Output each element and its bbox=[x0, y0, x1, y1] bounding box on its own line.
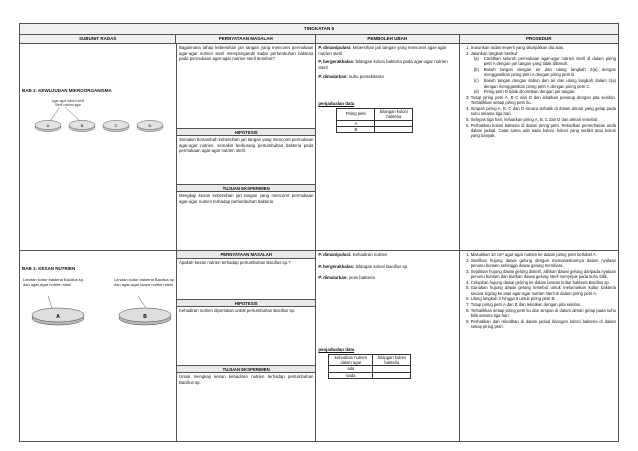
diagram-2-label-left: Larutan kultur bakteria Bacillus sp. dan agar-agar nutrien steril bbox=[23, 277, 85, 287]
substep: (d) Piring petri D tidak dicoretkan dengan jari tangan. bbox=[473, 89, 576, 95]
section-1-variables bbox=[316, 44, 459, 250]
step: 8. Terbalikkan setiap piring petri itu dan simpan di dalam almari gelap pada suhu bilik selama tiga hari. bbox=[471, 308, 616, 319]
petri-dish-b bbox=[69, 120, 95, 131]
petri-dish-a bbox=[35, 120, 61, 131]
section-2-responding: P. bergerakbalas: bilangan koloni Bacillus sp. bbox=[318, 263, 409, 269]
section-2-pernyataan bbox=[177, 251, 316, 441]
section-2-hypothesis: Kehadiran nutrien diperlukan untuk pertumbuhan Bacillus sp. bbox=[179, 308, 296, 313]
section-1-hypothesis: Semakin bertambah kebersihan jari tangan yang mencoret permukaan agar-agar nutrien, semakin berkurang pertumbuhan bakteria pada permukaan agar-agar nutrien steril. bbox=[179, 137, 314, 153]
section-1-responding: P. bergerakbalas: bilangan koloni bakteria pada agar-agar nutrien steril bbox=[318, 59, 448, 70]
section-1-data-table bbox=[336, 108, 413, 134]
diagram-1-label-1: Agar-agar nutrien steril bbox=[51, 98, 85, 103]
step: 1. Masukkan 10 cm³ agar-agar nutrien ke dalam piring petri berlabel A. bbox=[471, 252, 616, 257]
substep: (a) Coretkan seluruh permukaan agar-agar nutrien steril di dalam piring petri A dengan jari tangan yang tidak dibasuh. bbox=[473, 56, 616, 67]
petri-dish-diagram-2 bbox=[20, 272, 177, 336]
plate-2-label-a: A bbox=[56, 313, 60, 320]
step: 7. Tutup piring petri A dan B dan lekatkan dengan pita selofan. bbox=[471, 302, 616, 307]
section-2-tujuan-head: TUJUAN EKSPERIMEN bbox=[177, 365, 315, 373]
table-2-header-1: kehadiran nutrien dalam agar bbox=[329, 354, 373, 366]
section-1-bab-title: BAB 1: KEWUJUDAN MIKROORGANISMA bbox=[22, 88, 112, 93]
step: 3. Tutup piring petri A, B C dan D dan lekatkan penutup dengan pita selofan. Terbalikkan setiap piring petri itu. bbox=[471, 95, 616, 106]
header-row bbox=[20, 35, 618, 44]
plate-label-b: B bbox=[80, 122, 84, 128]
section-2-radas bbox=[20, 251, 177, 441]
experiment-sheet bbox=[19, 23, 619, 442]
table-2-header-2: bilangan koloni bakteria bbox=[373, 354, 411, 366]
plate-2-label-b: B bbox=[143, 313, 147, 320]
substep: (c) Basuh tangan dengan sabun dan air dan ulang langkah dalam 2(a) dengan menggantikan piring petri A dengan piring petri C. bbox=[473, 78, 616, 89]
section-1-hipotesis-head: HIPOTESIS bbox=[177, 128, 315, 136]
section-2-data-heading: penjadualan data bbox=[318, 346, 355, 352]
section-2-objective: Untuk mengkaji kesan kehadiran nutrien terhadap pertumbuhan Bacillus sp. bbox=[179, 374, 314, 385]
section-1-tujuan-head: TUJUAN EKSPERIMEN bbox=[177, 184, 315, 192]
sheet-title: TINGKATAN 5 bbox=[20, 24, 618, 35]
diagram-1-label-2: Steril nutrient agar bbox=[54, 102, 82, 107]
section-2-problem-statement: Apakah kesan nutrien terhadap pertumbuhan Bacillus sp.? bbox=[179, 260, 291, 265]
section-2-variables bbox=[316, 251, 459, 441]
section-2-steps bbox=[462, 252, 616, 330]
table-1-header-2: bilangan koloni bakteria bbox=[375, 108, 413, 120]
step: 9. Perhatikan dan rekodkan di dalam jadual bilangan koloni bakteria di dalam setiap piring petri. bbox=[471, 319, 616, 330]
petri-dish-a-2 bbox=[32, 308, 84, 325]
section-1-constant: P. dimalarkan: suhu persekitaran bbox=[318, 73, 384, 79]
section-1-procedure bbox=[460, 44, 618, 250]
section-2-hipotesis-head: HIPOTESIS bbox=[177, 299, 315, 307]
table-1-header-1: Piring petri bbox=[337, 108, 375, 120]
section-1-pernyataan bbox=[177, 44, 316, 250]
substeps bbox=[471, 56, 616, 95]
table-2-row-tiada: tiada bbox=[329, 372, 373, 378]
step: 1. Susunkan radas seperti yang ditunjukkan dia atas. bbox=[471, 45, 616, 50]
section-2-procedure bbox=[460, 251, 618, 441]
section-1-row bbox=[20, 44, 618, 251]
table-2-row-ada: ada bbox=[329, 366, 373, 372]
step: 5. Selepas tiga hari, keluarkan piring A, B, C dan D dari almari tersebut. bbox=[471, 117, 616, 122]
section-2-data-table bbox=[328, 354, 411, 380]
section-1-manipulated: P. dimanipulasi: kebersihan jari tangan yang mencoret agar-agar nutrien steril bbox=[318, 45, 447, 56]
header-prosedur: PROSEDUR bbox=[526, 36, 552, 42]
section-1-data-heading: penjadualan data bbox=[318, 101, 355, 107]
petri-dish-diagram-1 bbox=[20, 94, 177, 144]
section-1-problem-statement: Bagaimana tahap kebersihan jari tangan yang mencoret permukaan agar-agar nutrien steril mempengaruhi kadar pertumbuhan bakteria pada permukaan agar-agar nutrien steril tersebut? bbox=[179, 45, 314, 61]
section-2-bab-title: BAB 1: KESAN NUTRIEN bbox=[22, 266, 76, 271]
section-2-pernyataan-head: PERNYATAAN MASALAH bbox=[177, 251, 315, 259]
section-2-constant: P. dimalarkan: jenis bakteria bbox=[318, 275, 375, 281]
step: 3. Sejukkan hujung dawai gelung disteril, alihkan dawai gelung daripada nyalaan penunu bunsen dan biarkan dawai gelung steril menyejuk pada suhu bilik. bbox=[471, 269, 616, 280]
step: 6. Perhatikan koloni bakteria di dalam piring petri. Rekodkan pemerhatian anda dalam jadual. Catat sama ada tiada koloni, koloni yang sedikit atau koloni yang banyak. bbox=[471, 123, 616, 139]
petri-dish-b-2 bbox=[119, 308, 171, 325]
header-pernyataan: PERNYATAAN MASALAH bbox=[176, 35, 316, 43]
step: 5. Gunakan hujung dawai gelung tersebut untuk melumurkan kultur bakteria secara zigzag ke atas agar-agar nutrien steril di dalam piring petri A. bbox=[471, 285, 616, 296]
step: 4. Celupkan hujung dawai gelung ke dalam larutan kultur bakteria Bacillus sp. bbox=[471, 280, 616, 285]
plate-label-d: D bbox=[148, 122, 152, 128]
table-2-cell bbox=[373, 372, 411, 378]
step: 6. Ulang langkah 2 hingga 5 untuk piring petri B. bbox=[471, 296, 616, 301]
step: 2. Sterilkan hujung dawai gelung dengan memanaskannya dalam nyalaan penunu bunsen sehingga dawai gelung membara. bbox=[471, 258, 616, 269]
table-1-cell bbox=[375, 126, 413, 132]
plate-label-a: A bbox=[46, 122, 50, 128]
step: 2. Jalankan langkah berikut: (a) Coretkan seluruh permukaan agar-agar nutrien steril di dalam piring petri A dengan jari tangan yang tidak dibasuh. (b) Basuh tangan dengan air dan ulang langkah 2(a) dengan menggantikan piring petri A dengan piring petri B. (c) Basuh tangan dengan sabun dan air dan ulang langkah dalam 2(a) dengan menggantikan piring petri A dengan piring petri C. (d) Piring petri D tidak dicoretkan dengan jari tangan. bbox=[471, 51, 616, 95]
section-1-radas bbox=[20, 44, 177, 250]
table-1-row-b: B bbox=[337, 126, 375, 132]
plate-label-c: C bbox=[114, 122, 118, 128]
section-2-manipulated: P. dimanipulasi: Kehadiran nutrien bbox=[318, 252, 388, 257]
header-pemboleh-ubah: PEMBOLEH UBAH bbox=[316, 35, 460, 43]
header-subunit: SUBUNIT RADAS bbox=[20, 35, 176, 43]
petri-dish-d bbox=[137, 120, 163, 131]
section-1-steps bbox=[462, 45, 616, 139]
step: 4. Simpan piring A, B, C dan D secara terbalik di dalam almari yang gelap pada suhu selama tiga hari. bbox=[471, 106, 616, 117]
section-2-row bbox=[20, 251, 618, 441]
substep: (b) Basuh tangan dengan air dan ulang langkah 2(a) dengan menggantikan piring petri A dengan piring petri B. bbox=[473, 67, 616, 78]
table-1-row-a: A bbox=[337, 120, 375, 126]
petri-dish-c bbox=[103, 120, 129, 131]
section-1-objective: Mengkaji kesan kebersihan jari tangan yang mencoret permukaan agar-agar nutrien terhadap pertumbuhan bakteria bbox=[179, 193, 314, 204]
diagram-2-label-right: Larutan kultur bakteria Bacillus sp. dan agar-agar tanpa nutrien steril bbox=[114, 277, 176, 287]
